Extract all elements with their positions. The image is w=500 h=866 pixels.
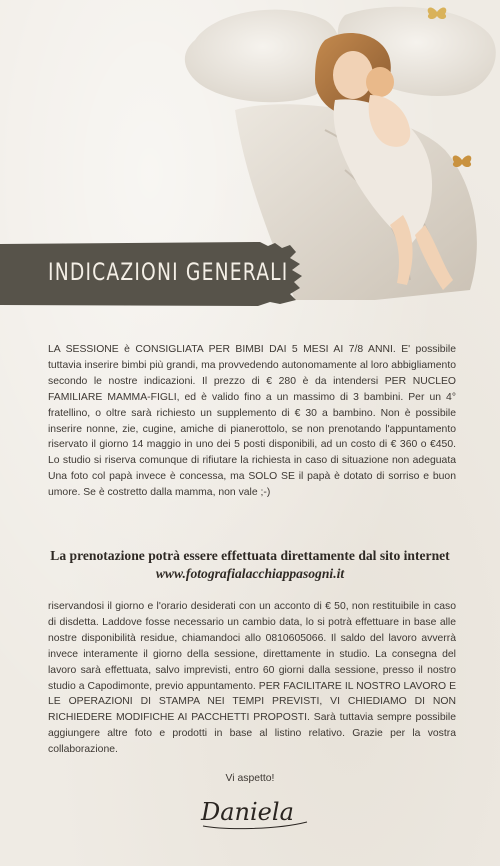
booking-text: La prenotazione potrà essere effettuata direttamente dal sito internet: [50, 548, 450, 563]
intro-paragraph: LA SESSIONE è CONSIGLIATA PER BIMBI DAI 5 MESI AI 7/8 ANNI. E' possibile tuttavia inserire bimbi più grandi, ma provvedendo autonomamente al loro abbigliamento secondo le nostre indicazioni. Il prezzo di € 280 è da intendersi PER NUCLEO FAMILIARE MAMMA-FIGLI, ed è valido fino a un massimo di 3 bambini. Per un 4° fratellino, o oltre sarà richiesto un supplemento di € 30 a bambino. Non è possibile inserire nonne, zie, cugine, amiche di pianerottolo, se non prenotando l'appuntamento riservato il giorno 14 maggio in uno dei 5 posti disponibili, ad un costo di € 360 o €450. Lo studio si riserva comunque di rifiutare la richiesta in caso di situazione non adeguata Una foto col papà invece è concessa, ma SOLO SE il papà è dotato di sorriso e buon umore. Se è costretto dalla mamma, non vale ;-): [48, 344, 456, 499]
handwritten-signature: [195, 790, 315, 838]
details-paragraph: riservandosi il giorno e l'orario desiderati con un acconto di € 50, non restituibile in caso di disdetta. Laddove fosse necessario un cambio data, lo si potrà effettuare in base alle nostre disponibilità residue, chiamandoci allo 0810605066. Il saldo del lavoro avverrà invece interamente il giorno della sessione, direttamente in studio. La consegna del lavoro sarà effettuata, salvo imprevisti, entro 60 giorni dalla sessione, presso il nostro studio a Capodimonte, previo appuntamento. PER FACILITARE IL NOSTRO LAVORO E LE OPERAZIONI DI STAMPA NEI TEMPI PREVISTI, VI CHIEDIAMO DI NON RICHIEDERE MODIFICHE AI PACCHETTI PROPOSTI. Sarà tuttavia sempre possibile aggiungere altre foto e prodotti in base al listino relativo. Grazie per la vostra collaborazione.: [48, 601, 456, 756]
section-title: INDICAZIONI GENERALI: [48, 258, 289, 286]
website-link[interactable]: www.fotografialacchiappasogni.it: [155, 566, 345, 581]
signature-text: Daniela: [201, 798, 294, 826]
booking-notice: [40, 547, 460, 583]
closing-text: Vi aspetto!: [225, 773, 275, 784]
